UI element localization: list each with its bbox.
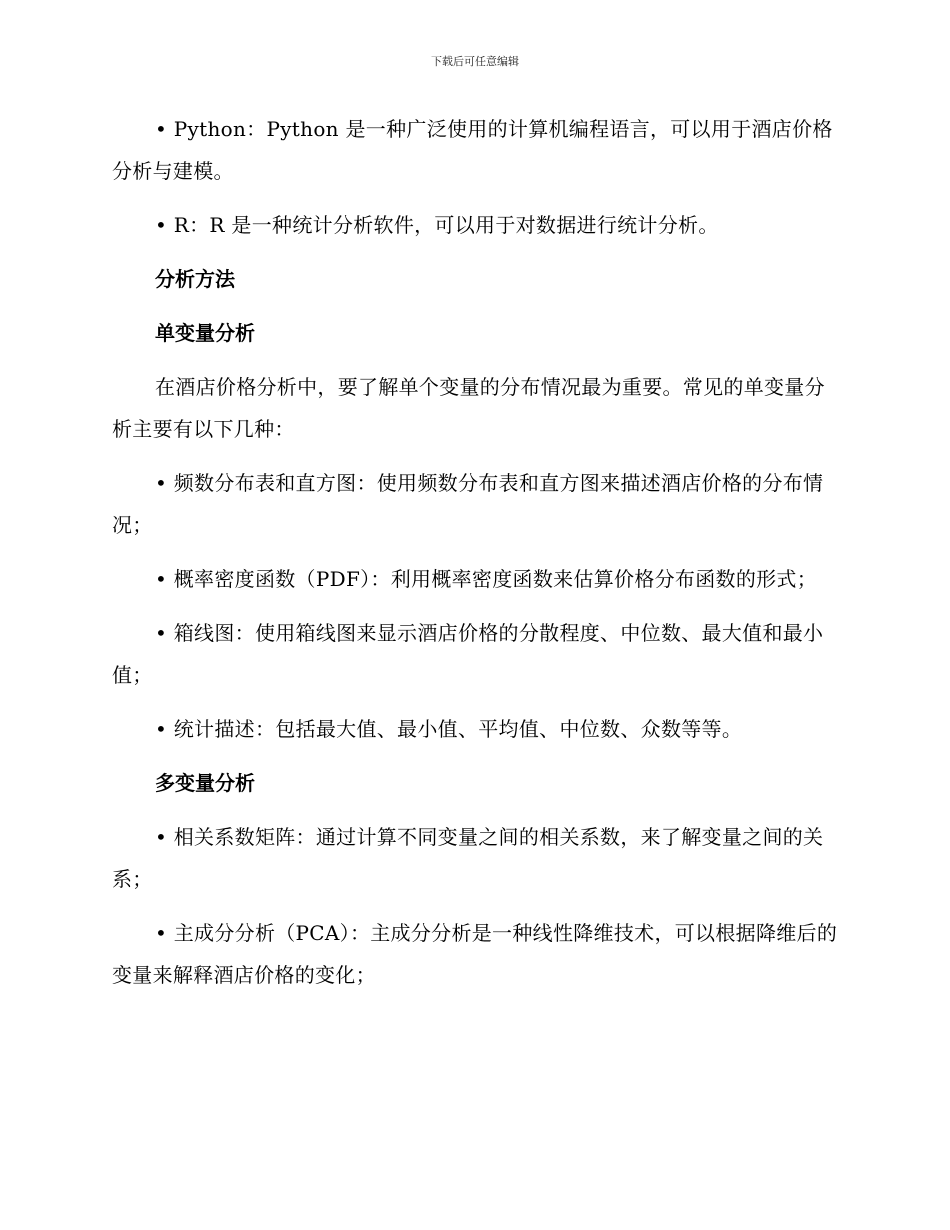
paragraph-python: • Python：Python 是一种广泛使用的计算机编程语言，可以用于酒店价格分析与建模。 <box>112 117 833 183</box>
paragraph-pdf: • 概率密度函数（PDF）：利用概率密度函数来估算价格分布函数的形式； <box>155 567 818 591</box>
paragraph-pca: • 主成分分析（PCA）：主成分分析是一种线性降维技术，可以根据降维后的变量来解释酒店价格的变化； <box>112 921 838 987</box>
heading-analysis-methods: 分析方法 <box>155 267 235 291</box>
heading-univariate-analysis: 单变量分析 <box>155 321 255 345</box>
paragraph-correlation-matrix: • 相关系数矩阵：通过计算不同变量之间的相关系数，来了解变量之间的关系； <box>112 825 824 891</box>
heading-multivariate-analysis: 多变量分析 <box>155 771 255 795</box>
document-body <box>112 108 838 1008</box>
paragraph-boxplot: • 箱线图：使用箱线图来显示酒店价格的分散程度、中位数、最大值和最小值； <box>112 621 824 687</box>
paragraph-univariate-intro: 在酒店价格分析中，要了解单个变量的分布情况最为重要。常见的单变量分析主要有以下几种： <box>112 375 825 441</box>
paragraph-statistics: • 统计描述：包括最大值、最小值、平均值、中位数、众数等等。 <box>155 717 743 741</box>
paragraph-r: • R：R 是一种统计分析软件，可以用于对数据进行统计分析。 <box>155 213 719 237</box>
paragraph-histogram: • 频数分布表和直方图：使用频数分布表和直方图来描述酒店价格的分布情况； <box>112 471 824 537</box>
page-header: 下载后可任意编辑 <box>431 55 519 68</box>
